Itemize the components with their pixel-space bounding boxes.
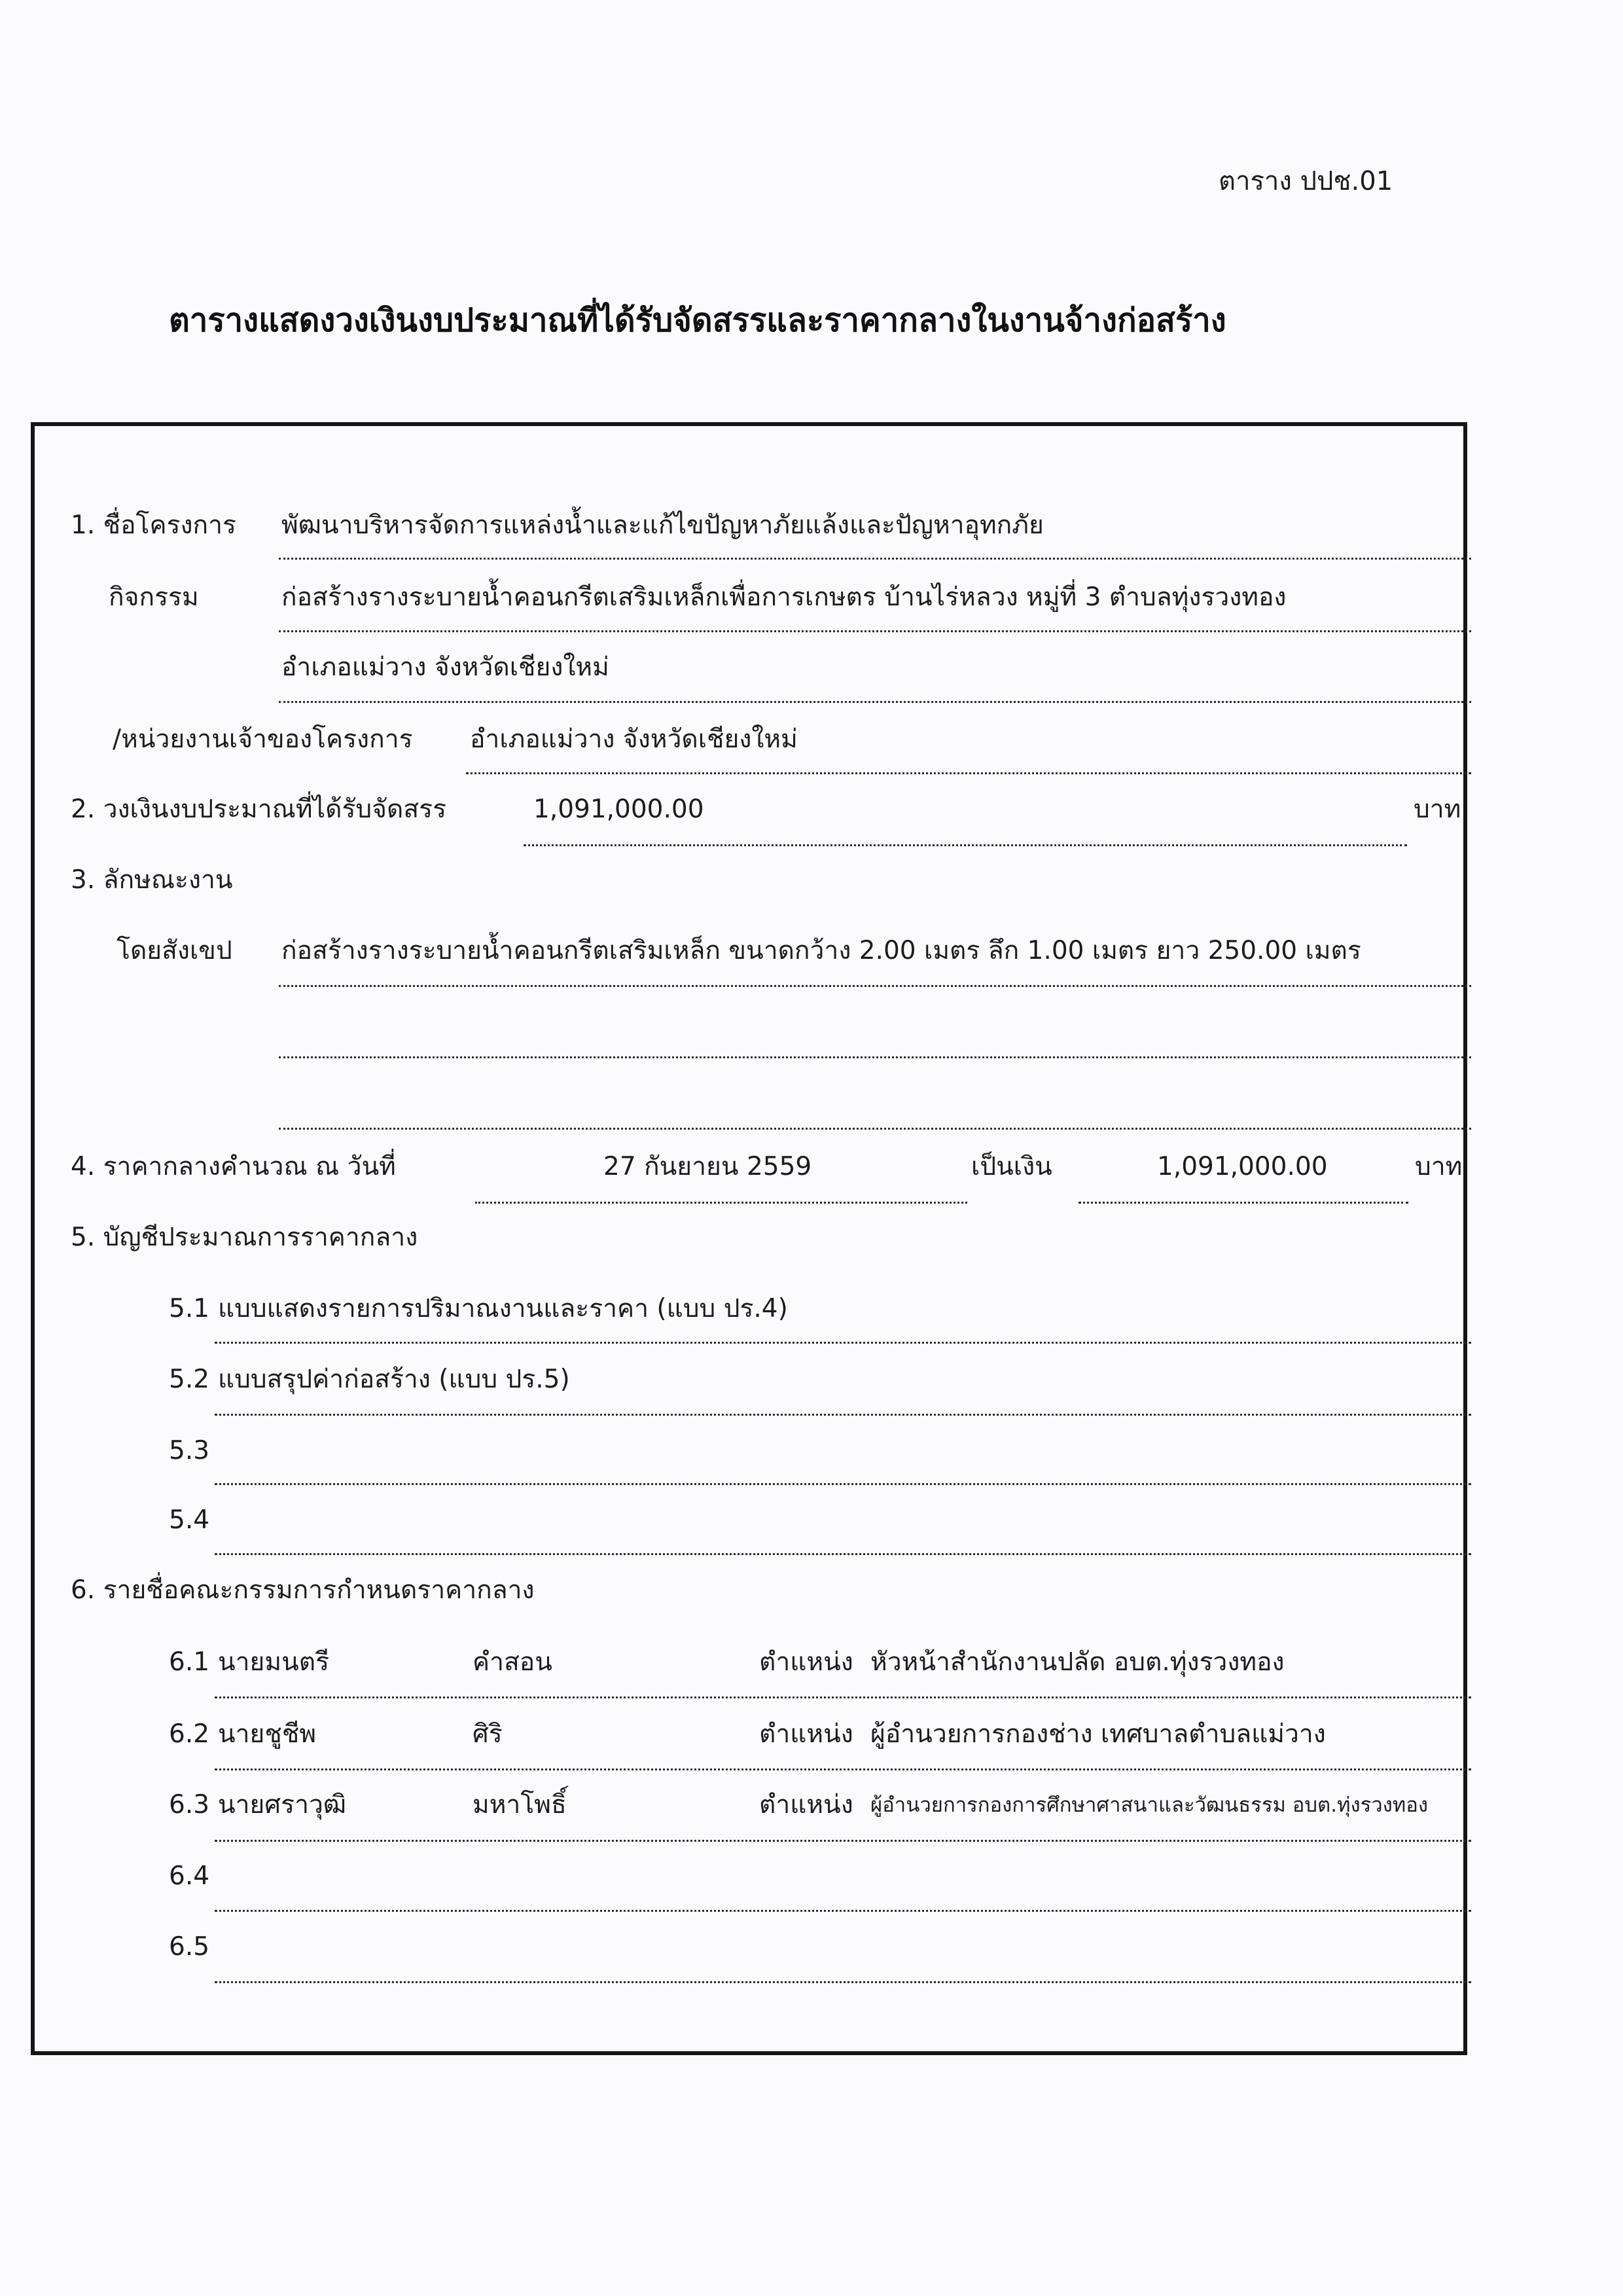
activity-value: ก่อสร้างรางระบายน้ำคอนกรีตเสริมเหล็กเพื่อการเกษตร บ้านไร่หลวง หมู่ที่ 3 ตำบลทุ่งรวงทอง — [281, 583, 1287, 612]
summary-label: โดยสังเขป — [116, 936, 232, 965]
dotted-line — [215, 1342, 1471, 1344]
work-nature-label: 3. ลักษณะงาน — [71, 865, 233, 895]
dotted-line — [215, 1414, 1471, 1416]
committee-member-number: 6.4 — [169, 1861, 210, 1891]
estimate-item-number: 5.1 — [169, 1294, 210, 1323]
committee-member-first-name: นายมนตรี — [218, 1647, 330, 1677]
median-price-amount: 1,091,000.00 — [1157, 1152, 1328, 1181]
committee-member-position-label: ตำแหน่ง — [759, 1647, 853, 1677]
dotted-line — [279, 1056, 1471, 1058]
project-name-label: 1. ชื่อโครงการ — [71, 511, 236, 540]
document-code: ตาราง ปปช.01 — [1219, 166, 1393, 196]
page-title: ตารางแสดงวงเงินงบประมาณที่ได้รับจัดสรรและราคากลางในงานจ้างก่อสร้าง — [169, 302, 1226, 339]
committee-member-last-name: มหาโพธิ์ — [473, 1790, 567, 1820]
committee-member-position: ผู้อำนวยการกองการศึกษาศาสนาและวัฒนธรรม อบต.ทุ่งรวงทอง — [870, 1793, 1429, 1817]
estimate-item-number: 5.4 — [169, 1505, 210, 1535]
summary-value: ก่อสร้างรางระบายน้ำคอนกรีตเสริมเหล็ก ขนาดกว้าง 2.00 เมตร ลึก 1.00 เมตร ยาว 250.00 เมตร — [281, 936, 1361, 965]
dotted-line — [466, 772, 1471, 774]
dotted-line — [215, 1483, 1471, 1485]
dotted-line — [215, 1840, 1471, 1842]
committee-member-last-name: ศิริ — [473, 1719, 503, 1749]
dotted-line — [279, 558, 1471, 560]
committee-member-position-label: ตำแหน่ง — [759, 1790, 853, 1820]
dotted-line — [524, 844, 1407, 846]
dotted-line — [215, 1553, 1471, 1555]
committee-label: 6. รายชื่อคณะกรรมการกำหนดราคากลาง — [71, 1575, 535, 1605]
activity-value-cont: อำเภอแม่วาง จังหวัดเชียงใหม่ — [281, 653, 609, 682]
committee-member-number: 6.5 — [169, 1932, 210, 1962]
median-price-label: 4. ราคากลางคำนวณ ณ วันที่ — [71, 1152, 396, 1181]
estimate-item-text: แบบแสดงรายการปริมาณงานและราคา (แบบ ปร.4) — [218, 1294, 788, 1323]
budget-amount: 1,091,000.00 — [533, 795, 704, 824]
estimate-item-number: 5.3 — [169, 1436, 210, 1465]
committee-member-first-name: นายศราวุฒิ — [218, 1790, 347, 1820]
committee-member-last-name: คำสอน — [473, 1647, 552, 1677]
dotted-line — [279, 701, 1471, 703]
committee-member-number: 6.1 — [169, 1647, 210, 1677]
committee-member-first-name: นายชูชีพ — [218, 1719, 317, 1749]
estimate-list-label: 5. บัญชีประมาณการราคากลาง — [71, 1223, 418, 1252]
committee-member-position-label: ตำแหน่ง — [759, 1719, 853, 1749]
median-price-amount-label: เป็นเงิน — [971, 1152, 1052, 1181]
activity-label: กิจกรรม — [109, 583, 199, 612]
project-name-value: พัฒนาบริหารจัดการแหล่งน้ำและแก้ไขปัญหาภัยแล้งและปัญหาอุทกภัย — [281, 511, 1044, 540]
dotted-line — [475, 1202, 967, 1204]
owner-value: อำเภอแม่วาง จังหวัดเชียงใหม่ — [470, 725, 798, 754]
budget-unit: บาท — [1414, 795, 1461, 824]
committee-member-number: 6.2 — [169, 1719, 210, 1749]
dotted-line — [279, 1128, 1471, 1130]
median-price-date: 27 กันยายน 2559 — [603, 1152, 812, 1181]
dotted-line — [215, 1910, 1471, 1912]
dotted-line — [279, 630, 1471, 632]
committee-member-position: หัวหน้าสำนักงานปลัด อบต.ทุ่งรวงทอง — [870, 1647, 1285, 1677]
dotted-line — [215, 1981, 1471, 1983]
committee-member-number: 6.3 — [169, 1790, 210, 1820]
estimate-item-number: 5.2 — [169, 1365, 210, 1394]
median-price-unit: บาท — [1415, 1152, 1463, 1181]
estimate-item-text: แบบสรุปค่าก่อสร้าง (แบบ ปร.5) — [218, 1365, 570, 1394]
committee-member-position: ผู้อำนวยการกองช่าง เทศบาลตำบลแม่วาง — [870, 1719, 1326, 1749]
owner-label: /หน่วยงานเจ้าของโครงการ — [113, 725, 413, 754]
dotted-line — [279, 985, 1471, 987]
budget-label: 2. วงเงินงบประมาณที่ได้รับจัดสรร — [71, 795, 447, 824]
dotted-line — [1079, 1202, 1408, 1204]
dotted-line — [215, 1696, 1471, 1698]
dotted-line — [215, 1768, 1471, 1770]
